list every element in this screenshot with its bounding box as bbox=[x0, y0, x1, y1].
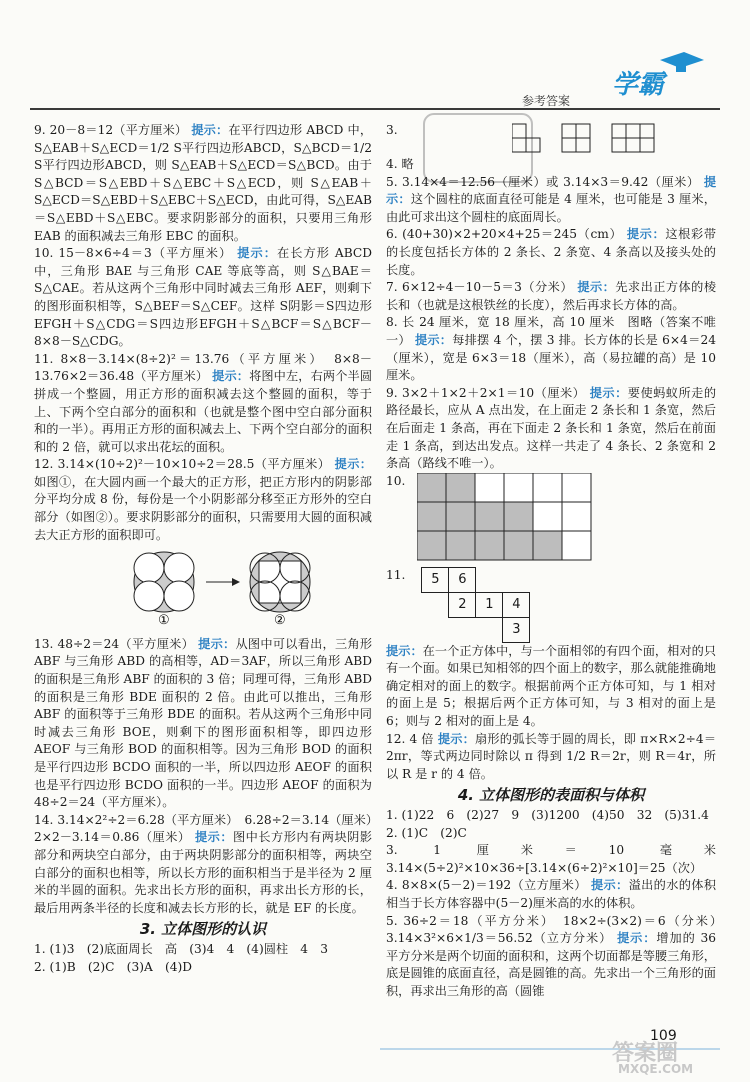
fig-label: ① bbox=[158, 613, 170, 627]
watermark: 答案圈 bbox=[612, 1041, 679, 1066]
figure-1 bbox=[134, 552, 194, 612]
answer-item: 11. 5 6 2 1 4 3 bbox=[386, 567, 716, 643]
net-cell: 4 bbox=[503, 592, 530, 617]
answer-item: 4. 8×8×(5－2)＝192（立方厘米） 提示：溢出的水的体积相当于长方体容器中(5－2)厘米高的水的体积。 bbox=[386, 878, 717, 910]
answer-item: 9. 20－8＝12（平方厘米） 提示：在平行四边形 ABCD 中，S△EAB＋S△ECD＝1/2 S平行四边形ABCD，S△BCD＝1/2 S平行四边形ABCD，则 S△EAB＋S△ECD＝S△BCD。由于 S△BCD＝S△EBD＋S△EBC＋S△ECD，则 S△EAB＋S△ECD＝S△EBD＋S△EBC＋S△ECD，由此可得，S△EAB＝S△EBD＋S△EBC。要求阴影部分的面积，只要用三角形 EAB 的面积减去三角形 EBC 的面积。 bbox=[34, 123, 373, 243]
section-title: 3. 立体图形的认识 bbox=[139, 920, 267, 939]
answer-item: 10. 15－8×6÷4＝3（平方厘米） 提示：在长方形 ABCD 中，三角形 BAE 与三角形 CAE 等底等高，则 S△BAE＝S△CAE。若从这两个三角形中同时减去三角形 AEF，则剩下的图形面积相等，S△BEF＝S△CEF。这样 S阴影＝S四边形EFGH＋S△CDG＝S四边形EFGH＋S△BCF＝S△BCF－8×8－S△CDG。 bbox=[34, 246, 372, 349]
answer-item: 12. 4 倍 提示：扇形的弧长等于圆的周长，即 π×R×2÷4＝2πr，等式两边同时除以 π 得到 1/2 R＝2r，则 R＝4r，所以 R 是 r 的 4 倍。 bbox=[386, 731, 717, 781]
net-cell: 1 bbox=[476, 592, 503, 617]
grid-figure bbox=[417, 473, 597, 567]
answer-item: 2. (1)C (2)C bbox=[386, 825, 467, 840]
figure-2 bbox=[250, 552, 310, 612]
answer-item: 8. 长 24 厘米，宽 18 厘米，高 10 厘米 图略（答案不唯一） 提示：每排摆 4 个，摆 3 排。长方体的长是 6×4＝24（厘米），宽是 6×3＝18（厘米），高（易拉罐的高）是 10 厘米。 bbox=[386, 315, 717, 383]
net-cell: 6 bbox=[449, 567, 476, 592]
answer-item: 11. 8×8－3.14×(8÷2)²＝13.76（平方厘米） 8×8－13.76×2＝36.48（平方厘米） 提示：将图中左，右两个半圆拼成一个整圆，用正方形的面积减去这个整圆的面积，等于上、下两个空白部分的面积和（也就是整个图中空白部分面积和的一半）。再用正方形的面积减去上、下两个空白部分的面积和的 2 倍，就可以求出花坛的面积。 bbox=[34, 351, 373, 454]
answer-item: 2. (1)B (2)C (3)A (4)D bbox=[34, 959, 192, 974]
answer-item: 12. 3.14×(10÷2)²－10×10÷2＝28.5（平方厘米） 提示：如图①，在大圆内画一个最大的正方形，把正方形内的阴影部分平均分成 8 份，每份是一个小阴影部分移至正方形外的空白部分（如图②）。要求阴影部分的面积，只需要用大圆的面积减去大正方形的面积即可。 bbox=[34, 457, 372, 542]
fig-label: ② bbox=[274, 613, 286, 627]
graduation-cap-icon bbox=[660, 52, 704, 74]
answer-item: 1. (1)22 6 (2)27 9 (3)1200 (4)50 32 (5)31.4 bbox=[386, 808, 709, 823]
net-cell: 5 bbox=[422, 567, 449, 592]
header-divider bbox=[30, 108, 720, 110]
answer-item: 5. 3.14×4＝12.56（厘米）或 3.14×3＝9.42（厘米） 提示：这个圆柱的底面直径可能是 4 厘米，也可能是 3 厘米，由此可求出这个圆柱的底面周长。 bbox=[386, 174, 717, 224]
left-column bbox=[34, 122, 385, 976]
section-title: 4. 立体图形的表面积与体积 bbox=[457, 786, 645, 805]
answer-item: 3. 1 厘米＝10 毫米 3.14×(5÷2)²×10×36÷[3.14×(6÷2)²×10]＝25（次） bbox=[386, 843, 729, 875]
answer-item: 13. 48÷2＝24（平方厘米） 提示：从图中可以看出，三角形 ABF 与三角形 ABD 的高相等，AD＝3AF，所以三角形 ABD 的面积是三角形 ABF 的面积的 3 倍；同理可得，三角形 ABD 的面积是三角形 BDE 面积的 2 倍。由此可以推出，三角形 ABF 的面积等于三角形 BDE 的面积。若从这两个三角形中同时减去三角形 BOE，则剩下的图形面积相等，即四边形 AEOF 与三角形 BOD 的面积相等。因为三角形 BOD 的面积是平行四边形 BCDO 面积的一半，所以四边形 AEOF 的面积也是平行四边形 BCDO 面积的一半。四边形 AEOF 的面积为 48÷2＝24（平方厘米）。 bbox=[34, 636, 373, 810]
cube-views-figure bbox=[512, 122, 662, 156]
answer-item: 1. (1)3 (2)底面周长 高 (3)4 4 (4)圆柱 4 3 bbox=[34, 941, 328, 956]
right-column bbox=[386, 122, 729, 1001]
answer-item: 7. 6×12÷4－10－5＝3（分米） 提示：先求出正方体的棱长和（也就是这根铁丝的长度），然后再求长方体的高。 bbox=[386, 280, 717, 312]
answer-item: 10. bbox=[386, 473, 716, 567]
answer-item: 9. 3×2＋1×2＋2×1＝10（厘米） 提示：要使蚂蚁所走的路径最长，应从 A 点出发，在上面走 2 条长和 1 条宽，然后在后面走 1 条高，再在下面走 2 条长和 1 条宽，然后在前面走 1 条高，到达出发点。这样一共走了 4 条长、2 条宽和 2 条高（路线不唯一）。 bbox=[386, 385, 717, 471]
net-cell: 2 bbox=[449, 592, 476, 617]
header-label: 参考答案 bbox=[522, 94, 571, 108]
answer-item: 6. (40+30)×2+20×4+25＝245（cm） 提示：这根彩带的长度包括长方体的 2 条长、2 条宽、4 条高以及接头处的长度。 bbox=[386, 227, 717, 277]
answer-item: 提示：在一个正方体中，与一个面相邻的有四个面，相对的只有一个面。如果已知相邻的四个面上的数字，那么就能推确地确定相对的面上的数字。根据前两个正方体可知，与 1 相对的面上是 5；根据后两个正方体可知，与 3 相对的面上是 6；则与 2 相对的面上是 4。 bbox=[386, 643, 717, 729]
page-number: 109 bbox=[650, 1028, 677, 1044]
circle-figure bbox=[34, 548, 372, 632]
brand-logo: 学霸 bbox=[612, 70, 665, 100]
net-cell: 3 bbox=[503, 617, 530, 642]
answer-item: 4. 略 bbox=[386, 157, 414, 171]
watermark-url: MXQE.COM bbox=[618, 1062, 694, 1076]
cube-net-figure bbox=[421, 567, 530, 643]
answer-item: 5. 36÷2＝18（平方分米） 18×2÷(3×2)＝6（分米） 3.14×3²×6×1/3＝56.52（立方分米） 提示：增加的 36 平方分米是两个切面的面积和，这两个切面都是等腰三角形，底是圆锥的底面直径，高是圆锥的高。先求出一个三角形的面积，再求出三角形的高（圆锥 bbox=[386, 913, 729, 998]
answer-item: 3. bbox=[386, 122, 716, 156]
answer-item: 14. 3.14×2²÷2＝6.28（平方厘米） 6.28÷2＝3.14（厘米） 2×2－3.14＝0.86（厘米） 提示：图中长方形内有两块阴影部分和两块空白部分，由于两块阴影部分的面积相等，两块空白部分的面积也相等，所以长方形的面积相当于是半径为 2 厘米的半圆的面积。先求出长方形的面积，再求出长方形的长，最后用两条半径的长度和减去长方形的长，就是 EF 的长度。 bbox=[34, 812, 385, 915]
